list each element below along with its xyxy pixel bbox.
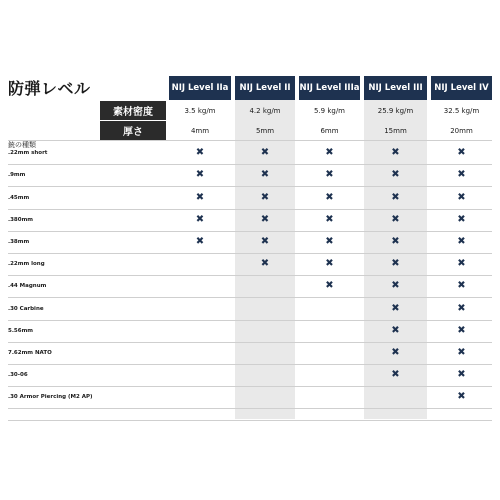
caliber-label: .9mm: [8, 172, 26, 178]
protection-mark-icon: ✖: [457, 369, 466, 380]
level-header-1: NIJ Level IIa: [169, 76, 231, 100]
row-divider: [8, 253, 492, 254]
protection-mark-icon: ✖: [457, 258, 466, 269]
protection-mark-icon: ✖: [260, 169, 270, 180]
caliber-label: 7.62mm NATO: [8, 350, 52, 356]
level-header-2: NIJ Level II: [235, 76, 295, 100]
row-divider: [8, 275, 492, 276]
protection-mark-icon: ✖: [325, 214, 334, 225]
protection-mark-icon: ✖: [391, 347, 400, 358]
caliber-label: .45mm: [8, 195, 30, 201]
property-value: 32.5 kg/m: [443, 106, 480, 115]
caliber-label: .30 Carbine: [8, 306, 44, 312]
caliber-label: .380mm: [8, 217, 34, 223]
protection-mark-icon: ✖: [457, 147, 466, 158]
property-label: 素材密度: [100, 101, 166, 120]
protection-mark-icon: ✖: [325, 258, 334, 269]
protection-mark-icon: ✖: [457, 236, 466, 247]
caliber-column-header: 銃の種類: [8, 141, 36, 149]
row-divider: [8, 140, 492, 141]
protection-mark-icon: ✖: [457, 169, 466, 180]
row-divider: [8, 364, 492, 365]
row-divider: [8, 297, 492, 298]
property-value: 20mm: [450, 126, 473, 135]
protection-mark-icon: ✖: [195, 192, 205, 203]
protection-mark-icon: ✖: [457, 347, 466, 358]
protection-mark-icon: ✖: [457, 303, 466, 314]
protection-mark-icon: ✖: [391, 280, 400, 291]
protection-mark-icon: ✖: [325, 147, 334, 158]
protection-mark-icon: ✖: [325, 236, 334, 247]
row-divider: [8, 186, 492, 187]
row-divider: [8, 231, 492, 232]
property-value: 4.2 kg/m: [249, 106, 281, 115]
protection-mark-icon: ✖: [260, 147, 270, 158]
property-value: 4mm: [190, 126, 210, 135]
protection-mark-icon: ✖: [457, 192, 466, 203]
protection-mark-icon: ✖: [391, 369, 400, 380]
protection-mark-icon: ✖: [325, 169, 334, 180]
protection-mark-icon: ✖: [195, 236, 205, 247]
protection-mark-icon: ✖: [195, 214, 205, 225]
protection-mark-icon: ✖: [195, 147, 205, 158]
protection-mark-icon: ✖: [457, 214, 466, 225]
protection-mark-icon: ✖: [260, 214, 270, 225]
row-divider: [8, 164, 492, 165]
protection-mark-icon: ✖: [391, 303, 400, 314]
protection-mark-icon: ✖: [457, 391, 466, 402]
property-value: 15mm: [384, 126, 407, 135]
protection-mark-icon: ✖: [325, 280, 334, 291]
property-value: 3.5 kg/m: [184, 106, 216, 115]
protection-mark-icon: ✖: [391, 147, 400, 158]
row-divider: [8, 209, 492, 210]
property-value: 5.9 kg/m: [313, 106, 346, 115]
caliber-label: .30 Armor Piercing (M2 AP): [8, 394, 93, 400]
property-label: 厚さ: [100, 121, 166, 140]
property-value: 25.9 kg/m: [377, 106, 414, 115]
protection-mark-icon: ✖: [391, 169, 400, 180]
level-header-3: NIJ Level IIIa: [299, 76, 360, 100]
protection-mark-icon: ✖: [457, 280, 466, 291]
row-divider: [8, 386, 492, 387]
row-divider: [8, 408, 492, 409]
caliber-label: .30-06: [8, 372, 28, 378]
row-divider: [8, 420, 492, 421]
protection-mark-icon: ✖: [391, 192, 400, 203]
caliber-label: .22mm short: [8, 150, 48, 156]
protection-mark-icon: ✖: [391, 236, 400, 247]
protection-mark-icon: ✖: [457, 325, 466, 336]
protection-mark-icon: ✖: [260, 258, 270, 269]
property-value: 6mm: [320, 126, 339, 135]
protection-mark-icon: ✖: [391, 325, 400, 336]
page-title: 防弾レベル: [8, 79, 91, 98]
caliber-label: .22mm long: [8, 261, 45, 267]
caliber-label: .38mm: [8, 239, 30, 245]
protection-mark-icon: ✖: [391, 214, 400, 225]
level-header-5: NIJ Level IV: [431, 76, 492, 100]
protection-mark-icon: ✖: [391, 258, 400, 269]
protection-mark-icon: ✖: [260, 236, 270, 247]
property-value: 5mm: [255, 126, 275, 135]
row-divider: [8, 320, 492, 321]
caliber-label: 5.56mm: [8, 328, 34, 334]
protection-mark-icon: ✖: [195, 169, 205, 180]
row-divider: [8, 342, 492, 343]
level-header-4: NIJ Level III: [364, 76, 427, 100]
protection-mark-icon: ✖: [325, 192, 334, 203]
caliber-label: .44 Magnum: [8, 283, 47, 289]
protection-mark-icon: ✖: [260, 192, 270, 203]
